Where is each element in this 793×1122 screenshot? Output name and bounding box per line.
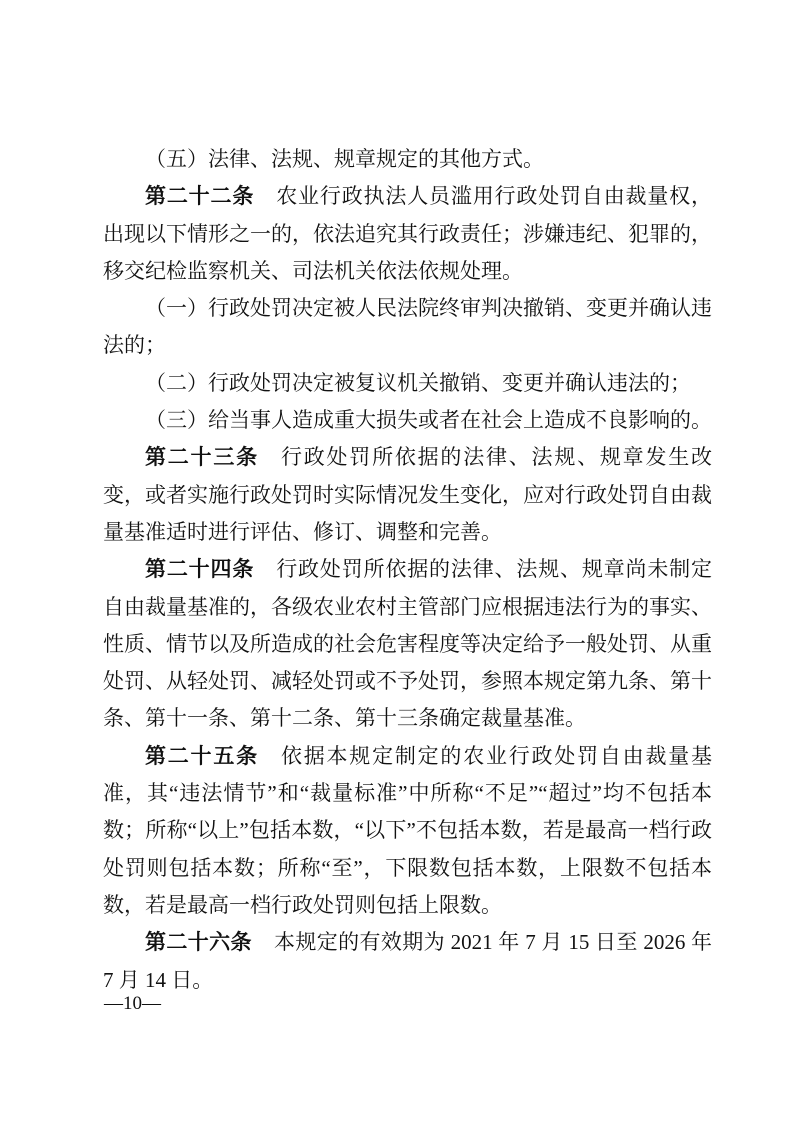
page-number: —10—	[104, 993, 161, 1014]
paragraph-text: 本规定的有效期为 2021 年 7 月 15 日至 2026 年 7 月 14 日。	[103, 930, 712, 992]
article-number: 第二十六条	[145, 931, 252, 955]
article-paragraph	[103, 178, 712, 290]
article-paragraph	[103, 439, 712, 551]
paragraph-text: 农业行政执法人员滥用行政处罚自由裁量权，出现以下情形之一的，依法追究其行政责任；涉嫌违纪、犯罪的，移交纪检监察机关、司法机关依法依规处理。	[103, 184, 713, 283]
article-paragraph	[103, 551, 712, 737]
document-body	[103, 141, 712, 999]
paragraph-text: （三）给当事人造成重大损失或者在社会上造成不良影响的。	[145, 408, 712, 433]
paragraph-text: （五）法律、法规、规章规定的其他方式。	[145, 147, 544, 171]
paragraph	[103, 402, 712, 439]
paragraph-text: 行政处罚所依据的法律、法规、规章尚未制定自由裁量基准的，各级农业农村主管部门应根据违法行为的事实、性质、情节以及所造成的社会危害程度等决定给予一般处罚、从重处罚、从轻处罚、减轻处罚或不予处罚，参照本规定第九条、第十条、第十一条、第十二条、第十三条确定裁量基准。	[103, 557, 713, 731]
paragraph	[103, 365, 712, 402]
article-number: 第二十三条	[145, 446, 259, 470]
article-paragraph	[103, 924, 712, 999]
article-number: 第二十二条	[145, 185, 255, 209]
article-number: 第二十四条	[145, 558, 255, 582]
paragraph	[103, 141, 712, 178]
article-number: 第二十五条	[145, 744, 259, 768]
paragraph-text: 行政处罚所依据的法律、法规、规章发生改变，或者实施行政处罚时实际情况发生变化，应对行政处罚自由裁量基准适时进行评估、修订、调整和完善。	[103, 445, 713, 544]
paragraph-text: 依据本规定制定的农业行政处罚自由裁量基准，其“违法情节”和“裁量标准”中所称“不足”“超过”均不包括本数；所称“以上”包括本数，“以下”不包括本数，若是最高一档行政处罚则包括本数；所称“至”，下限数包括本数，上限数不包括本数，若是最高一档行政处罚则包括上限数。	[103, 743, 713, 917]
paragraph-text: （一）行政处罚决定被人民法院终审判决撤销、变更并确认违法的；	[103, 296, 712, 358]
paragraph-text: （二）行政处罚决定被复议机关撤销、变更并确认违法的；	[145, 370, 691, 395]
paragraph	[103, 290, 712, 365]
article-paragraph	[103, 738, 712, 924]
